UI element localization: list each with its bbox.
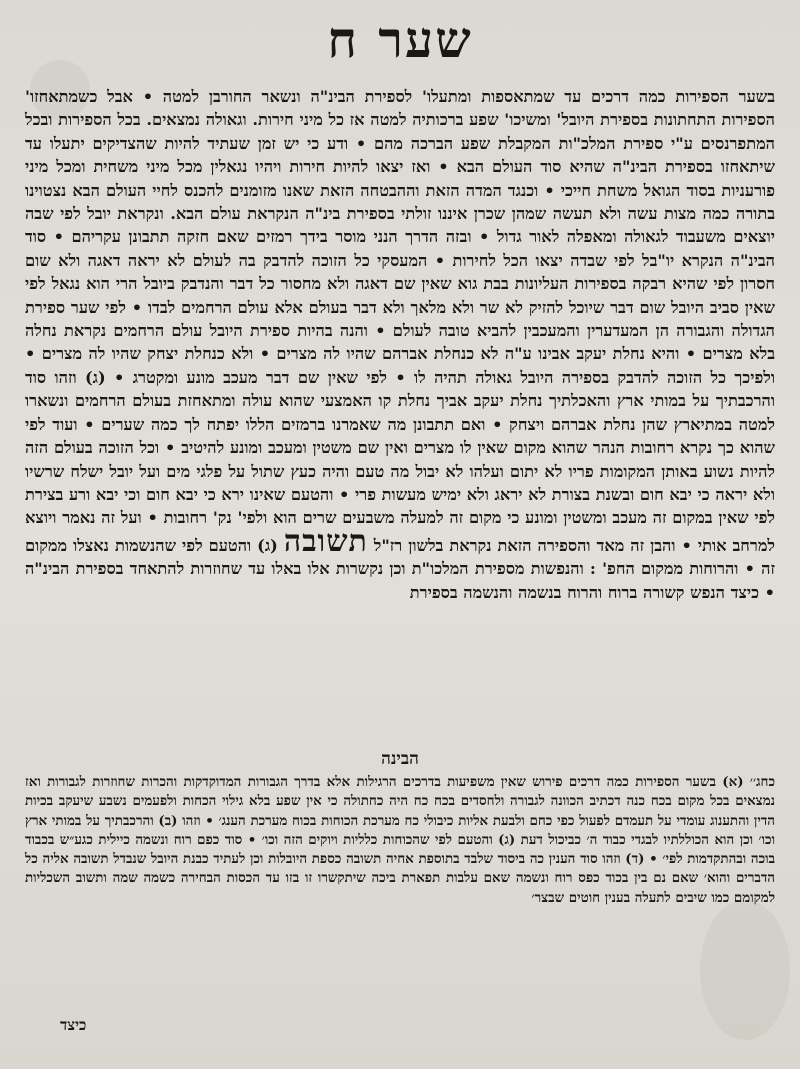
page-title: שער ח [327,10,473,69]
main-text-block [25,85,775,604]
main-text-part-1b: (ג) וזהו סוד והרכבתיך על במותי ארץ והאכלתיך נחלת יעקב אביך נחלת קו האמצעי שהוא עולה ומתאחזת בעולם הרחמים ונשארו למטה במתיארץ שהן נחלת אברהם ויצחק • ואם תתבונן מה שאמרנו ברמזים הללו יפתח לך כמה שערים • ועוד לפי שהוא כך נקרא רחובות הנהר שהוא מקום שאין לו מצרים ואין שם משטין ומעכב ומונע להיטיב • וכל הזוכה בעולם הזה להיות נשוע באותן המקומות פריו לא יתום ועלהו לא יבול מה טעם והיה כעץ שתול על פלגי מים ועל יובל ישלח שרשיו ולא יראה כי יבא חום ובשנת בצורת לא יראג ולא ימיש מעשות פרי • והטעם שאינו ירא כי יבא חום וכי יבא ורע בצירת לפי שאין במקום זה מעכב ומשטין ומונע כי מקום זה למעלה משבעים שרים הוא ולפי' נק' רחובות • ועל זה נאמר ויוצא למרחב אותי • והבן זה מאד והספירה הזאת נקראת בלשון רז"ל [25,367,775,555]
main-text-part-1: בשער הספירות כמה דרכים עד שמתאספות ומתעלו' לספירת הבינ"ה ונשאר החורבן למטה • אבל כשמתאחזו' הספירות התחתונות בספירת היובל' ומשיכו' שפע ברכותיה למטה אז כל מיני חירות. וגאולה נמצאים. בכל הספירות ובכל המתפרנסים ע"י ספירת המלכ"ות המקבלת שפע הברכה מהם • ודע כי יש זמן שעתיד להיות שהצדיקים יתעלו עד שיתאחזו בספירת הבינ"ה שהיא סוד העולם הבא • ואז יצאו להיות חירות ויהיו נגאלין מכל מיני משחית ומכל מיני פורעניות בסוד הגואל משחת חייכי • וכנגד המדה הזאת וההבטחה הזאת שאנו מזומנים להכנס לחיי העולם הבא נצטוינו בתורה כמה מצות עשה ולא תעשה שמהן שכרן איננו זולתי בספירת בינ"ה הנקראת עולם הבא. ונקראת יובל לפי שבה יוצאים משעבוד לגאולה ומאפלה לאור גדול • ובזה הדרך הנני מוסר בידך רמזים שאם חזקה תתבונן עקריהם • סוד הבינ"ה הנקרא יו"בל לפי שבדה יצאו הכל לחירות • המעסקי כל הזוכה להדבק בה לעולם לא יראה דאגה ולא שום חסרון לפי שהיא רבקה בספירות העליונות בבת גוא שאין שם דאגה ולא מחסור כל דבר והנדבק ביובל הרי הוא נגאל לפי שאין סביב היובל שום דבר שיוכל להזיק לא שר ולא מלאך ולא דבר בעולם אלא עולם הרחמים לבדו • לפי שער ספירת הגדולה והגבורה הן המעדערין והמעכבין להביא טובה לעולם • והנה בהיות ספירת היובל עולם הרחמים נקראת נחלה בלא מצרים • והיא נחלת יעקב אבינו ע"ה לא כנחלת אברהם שהיו לה מצרים • ולא כנחלת יצחק שהיו לה מצרים • ולפיכך כל הזוכה להדבק בספירה היובל גאולה תהיה לו • לפי שאין שם דבר מעכב מונע ומקטרג • [25,87,775,387]
catchword: כיצד [60,1016,87,1034]
main-text-part-2: (ג) והטעם לפי שהנשמות נאצלו ממקום זה • והרוחות ממקום החפ' : והנפשות מספירת המלכו"ת וכן נקשרות אלו באלו עד שחוזרות להתאחד בספירת הבינ"ה • כיצד הנפש קשורה ברוח והרוח בנשמה והנשמה בספירת [25,535,775,602]
emphasized-word: תשובה [283,523,368,559]
section-heading: הבינה [381,749,419,769]
paper-stain [700,900,790,1040]
commentary-block: כחג׳׳ (א) בשער הספירות כמה דרכים פירוש שאין משפיעות בדרכים הרגילות אלא בדרך הגבורות המדוקדקות והכרות שחוזרות לגבורות ואז נמצאים בכל מקום בכח כנה דכתיב הכוונה לגבורה ולחסדים בכח כח היה כחתולה כי אין שפע בלא גילוי הכחות ולפעמים נשבע שיעקב בכיות הדין והתענוג עומדי על תעמדם לפעול כפי כחם ולבעת אליות כיבולי כח מערכת הכוחות בכוח מערכת הענג׳ • וזהו (ב) והרכבתיך על במותי ארץ וכו׳ וכן הוא הכוללתיו לבגדי כבוד ה׳ כביכול דעת (ג) והטעם לפי שהכוחות כלליות ויוקים הזה וכו׳ • סוד כפם רוח ונשמה כיילית כגע״ש בכבוד בוכה ובהתקדמות לפי׳ • (ד) וזהו סוד הענין כה ביסוד שלבד בתוספת אחיה תשובה כספת היובלות וכן לעתיד כבנת היובל שנבדל תשובה אליה כל הדברים והוא׳ שאם נם בין בכוד כפס רוח ונשמה שאם עלבות תפארת ביכה שיתקשרו זו בזו עד הכסות הבחירה כשמה שמה ותשוב השכליות למקומם כמו שיבים לתעלה בענין חוטים שבצר׳ [25,774,775,906]
